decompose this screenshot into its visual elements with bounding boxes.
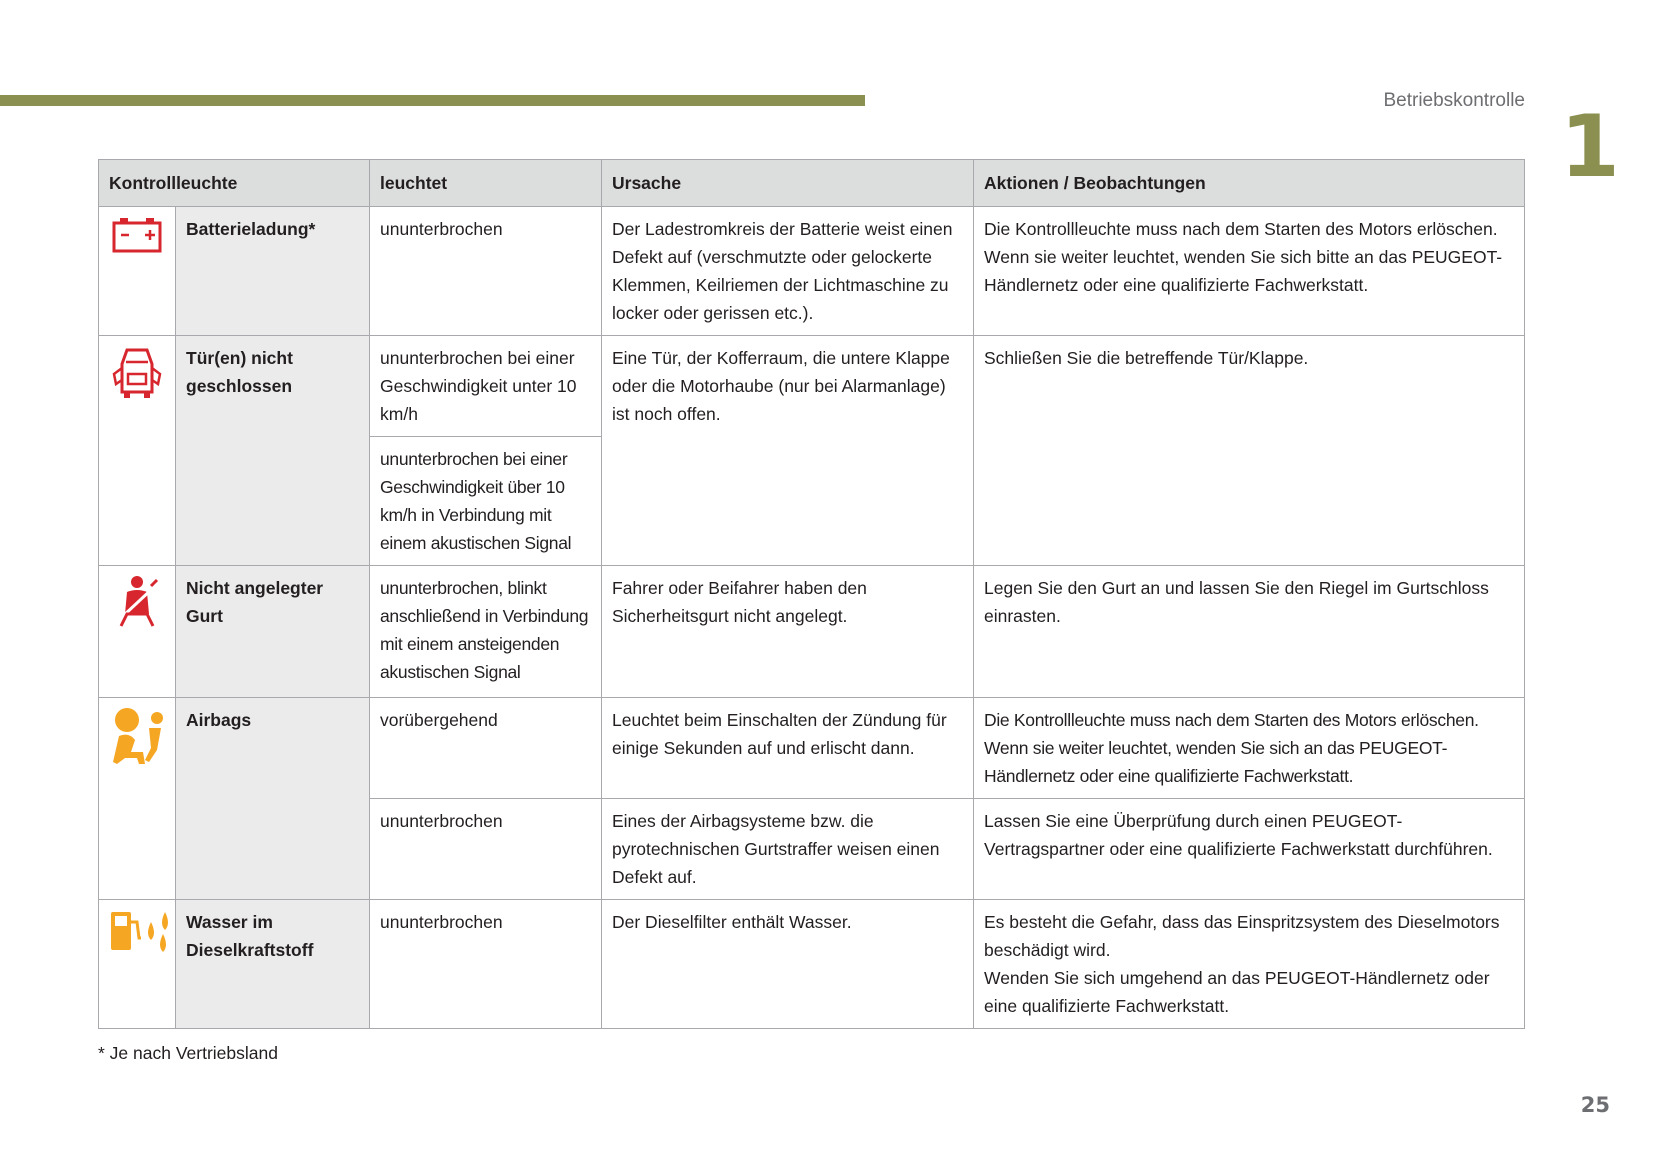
column-header-aktionen: Aktionen / Beobachtungen <box>974 160 1525 207</box>
warning-light-name: Airbags <box>176 698 370 900</box>
cause-text: Der Ladestromkreis der Batterie weist einen Defekt auf (verschmutzte oder gelockerte Klemmen, Keilriemen der Lichtmaschine zu locker oder gerissen etc.). <box>602 207 974 336</box>
warning-light-name: Nicht angelegter Gurt <box>176 566 370 698</box>
icon-cell <box>99 900 176 1029</box>
lit-state: ununterbrochen <box>370 207 602 336</box>
action-text: Lassen Sie eine Überprüfung durch einen PEUGEOT-Vertragspartner oder eine qualifizierte Fachwerkstatt durchführen. <box>974 799 1525 900</box>
column-header-leuchtet: leuchtet <box>370 160 602 207</box>
cause-text: Eines der Airbagsysteme bzw. die pyrotechnischen Gurtstraffer weisen einen Defekt auf. <box>602 799 974 900</box>
lit-state: ununterbrochen, blinkt anschließend in Verbindung mit einem ansteigenden akustischen Signal <box>370 566 602 698</box>
action-text: Die Kontrollleuchte muss nach dem Starten des Motors erlöschen. Wenn sie weiter leuchtet, wenden Sie sich bitte an das PEUGEOT-Händlernetz oder eine qualifizierte Fachwerkstatt. <box>974 207 1525 336</box>
cause-text: Eine Tür, der Kofferraum, die untere Klappe oder die Motorhaube (nur bei Alarmanlage) ist noch offen. <box>602 336 974 566</box>
header-accent-bar <box>0 95 865 106</box>
action-text: Es besteht die Gefahr, dass das Einspritzsystem des Dieselmotors beschädigt wird. Wenden Sie sich umgehend an das PEUGEOT-Händlernetz oder eine qualifizierte Fachwerkstatt. <box>974 900 1525 1029</box>
lit-state: ununterbrochen <box>370 900 602 1029</box>
cause-text: Leuchtet beim Einschalten der Zündung für einige Sekunden auf und erlischt dann. <box>602 698 974 799</box>
icon-cell <box>99 566 176 698</box>
door-open-icon <box>112 344 162 400</box>
warning-light-name: Batterieladung* <box>176 207 370 336</box>
action-text: Schließen Sie die betreffende Tür/Klappe. <box>974 336 1525 566</box>
table-row <box>99 207 1525 336</box>
icon-cell <box>99 698 176 900</box>
cause-text: Der Dieselfilter enthält Wasser. <box>602 900 974 1029</box>
footnote: * Je nach Vertriebsland <box>98 1043 278 1063</box>
warning-light-name: Wasser im Dieselkraftstoff <box>176 900 370 1029</box>
column-header-ursache: Ursache <box>602 160 974 207</box>
lit-state: ununterbrochen <box>370 799 602 900</box>
water-in-fuel-icon <box>109 908 175 954</box>
airbag-icon <box>109 706 173 766</box>
table-header-row <box>99 160 1525 207</box>
warning-light-name: Tür(en) nicht geschlossen <box>176 336 370 566</box>
icon-cell <box>99 207 176 336</box>
action-text: Die Kontrollleuchte muss nach dem Starten des Motors erlöschen. Wenn sie weiter leuchtet, wenden Sie sich an das PEUGEOT-Händlernetz oder eine qualifizierte Fachwerkstatt. <box>974 698 1525 799</box>
table-row <box>99 900 1525 1029</box>
battery-icon <box>110 215 164 255</box>
seatbelt-icon <box>113 574 161 630</box>
table-row <box>99 336 1525 437</box>
section-title: Betriebskontrolle <box>1383 90 1525 111</box>
lit-state: vorübergehend <box>370 698 602 799</box>
column-header-kontrollleuchte: Kontrollleuchte <box>99 160 370 207</box>
action-text: Legen Sie den Gurt an und lassen Sie den Riegel im Gurtschloss einrasten. <box>974 566 1525 698</box>
table-row <box>99 566 1525 698</box>
lit-state: ununterbrochen bei einer Geschwindigkeit unter 10 km/h <box>370 336 602 437</box>
page-number: 25 <box>1580 1093 1610 1117</box>
cause-text: Fahrer oder Beifahrer haben den Sicherheitsgurt nicht angelegt. <box>602 566 974 698</box>
table-row <box>99 698 1525 799</box>
chapter-number: 1 <box>1560 97 1620 197</box>
lit-state: ununterbrochen bei einer Geschwindigkeit über 10 km/h in Verbindung mit einem akustischen Signal <box>370 437 602 566</box>
warning-lights-table <box>98 159 1525 1029</box>
icon-cell <box>99 336 176 566</box>
